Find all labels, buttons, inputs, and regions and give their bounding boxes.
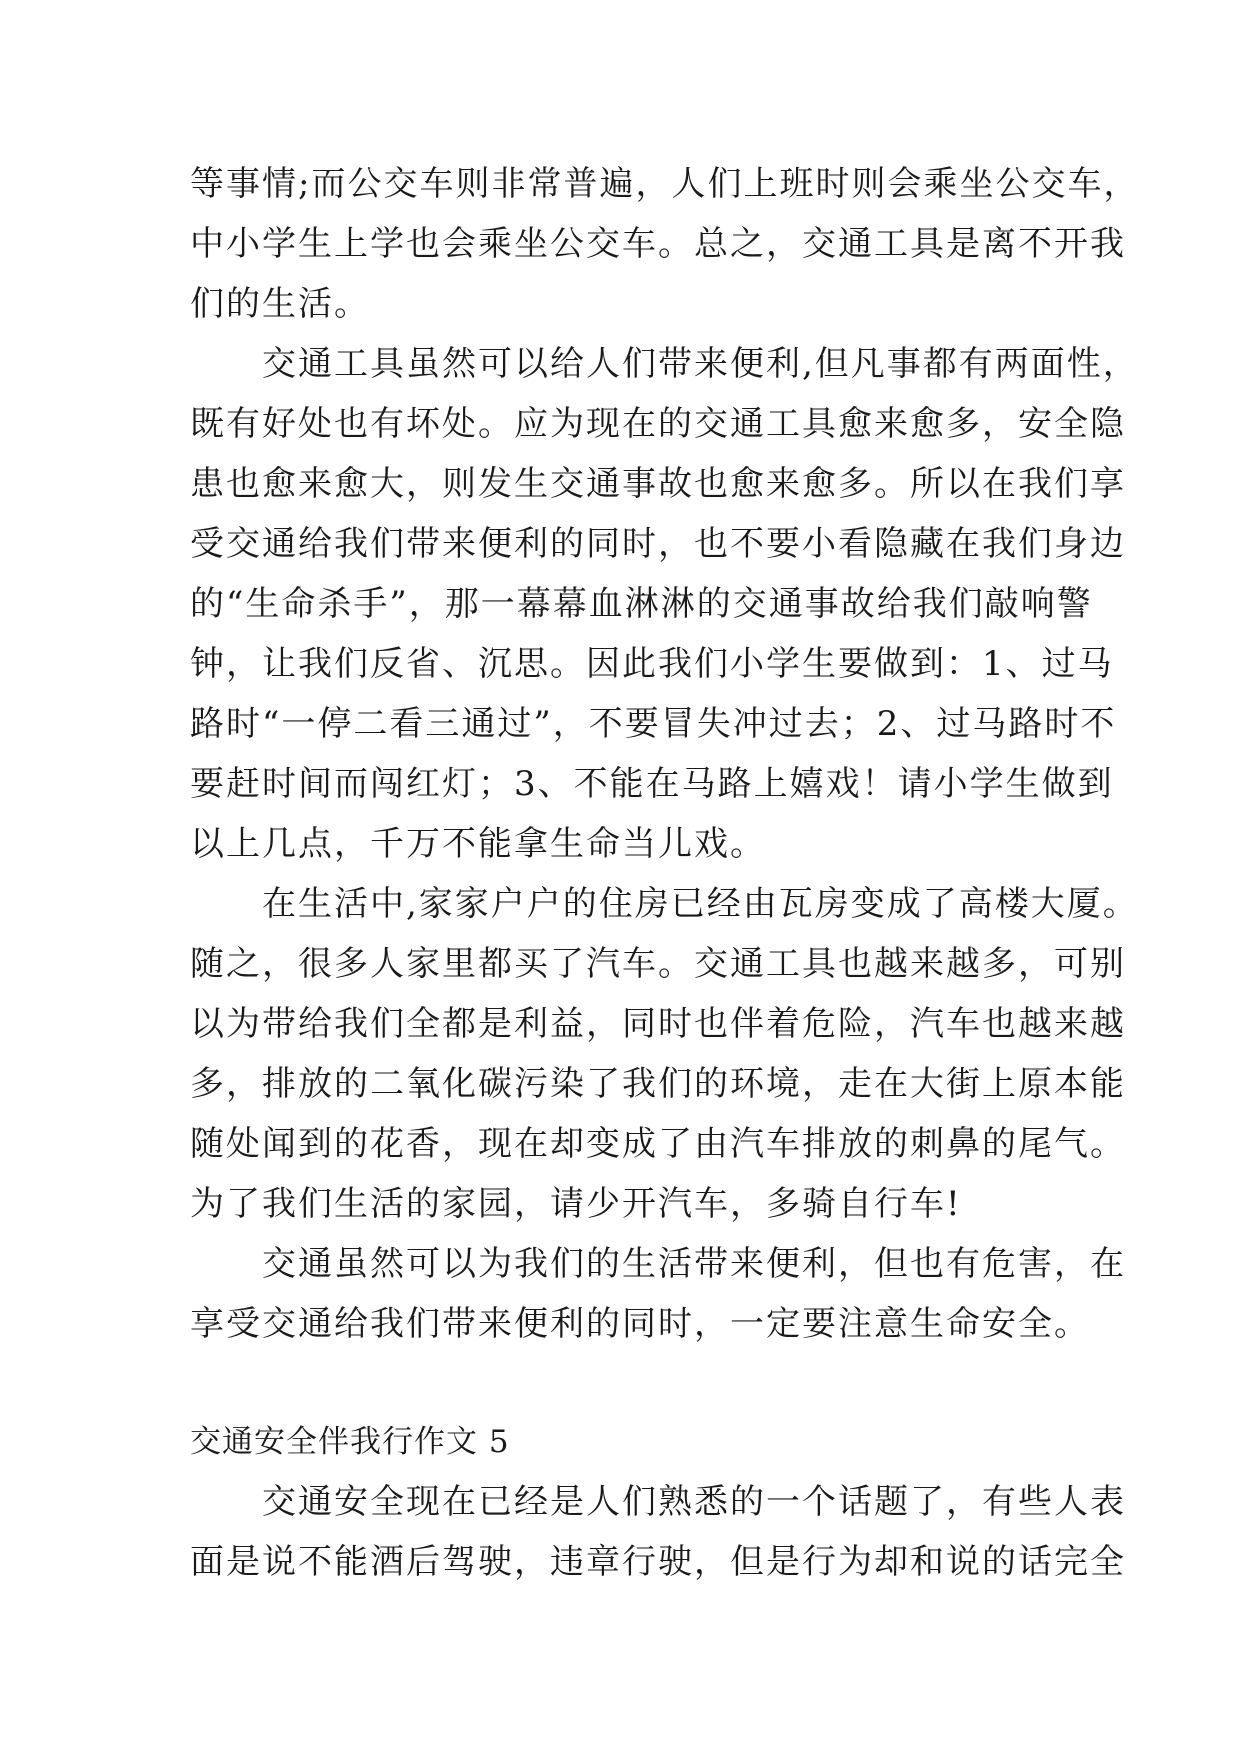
text-line: 多，排放的二氧化碳污染了我们的环境，走在大街上原本能 xyxy=(190,1064,1126,1104)
text-line: 在生活中,家家户户的住房已经由瓦房变成了高楼大厦。 xyxy=(262,884,1139,924)
text-line: 随之，很多人家里都买了汽车。交通工具也越来越多，可别 xyxy=(190,944,1126,984)
text-line: 等事情;而公交车则非常普遍，人们上班时则会乘坐公交车， xyxy=(190,164,1140,204)
text-line: 为了我们生活的家园，请少开汽车，多骑自行车! xyxy=(190,1184,962,1224)
text-line: 的“生命杀手”，那一幕幕血淋淋的交通事故给我们敲响警 xyxy=(190,584,1093,624)
text-line: 要赶时间而闯红灯；3、不能在马路上嬉戏！请小学生做到 xyxy=(190,764,1114,804)
text-line: 交通安全现在已经是人们熟悉的一个话题了，有些人表 xyxy=(262,1482,1126,1522)
document-body xyxy=(190,154,1140,1592)
text-line: 们的生活。 xyxy=(190,284,370,324)
text-line: 中小学生上学也会乘坐公交车。总之，交通工具是离不开我 xyxy=(190,224,1126,264)
text-line: 随处闻到的花香，现在却变成了由汽车排放的刺鼻的尾气。 xyxy=(190,1124,1126,1164)
text-line: 面是说不能酒后驾驶，违章行驶，但是行为却和说的话完全 xyxy=(190,1542,1126,1582)
text-line: 以为带给我们全都是利益，同时也伴着危险，汽车也越来越 xyxy=(190,1004,1126,1044)
text-line: 交通虽然可以为我们的生活带来便利，但也有危害，在 xyxy=(262,1244,1126,1284)
text-line: 路时“一停二看三通过”，不要冒失冲过去；2、过马路时不 xyxy=(190,704,1117,744)
paragraph-4 xyxy=(190,1234,1126,1354)
text-line: 钟，让我们反省、沉思。因此我们小学生要做到：1、过马 xyxy=(190,644,1114,684)
text-line: 患也愈来愈大，则发生交通事故也愈来愈多。所以在我们享 xyxy=(190,464,1126,504)
paragraph-2 xyxy=(190,334,1139,874)
paragraph-1 xyxy=(190,154,1140,334)
section-title: 交通安全伴我行作文 5 xyxy=(190,1424,510,1460)
text-line: 以上几点，千万不能拿生命当儿戏。 xyxy=(190,824,766,864)
text-line: 交通工具虽然可以给人们带来便利,但凡事都有两面性， xyxy=(262,344,1139,384)
text-line: 享受交通给我们带来便利的同时，一定要注意生命安全。 xyxy=(190,1304,1090,1344)
paragraph-3 xyxy=(190,874,1139,1234)
text-line: 既有好处也有坏处。应为现在的交通工具愈来愈多，安全隐 xyxy=(190,404,1126,444)
paragraph-5 xyxy=(190,1472,1126,1592)
text-line: 受交通给我们带来便利的同时，也不要小看隐藏在我们身边 xyxy=(190,524,1126,564)
